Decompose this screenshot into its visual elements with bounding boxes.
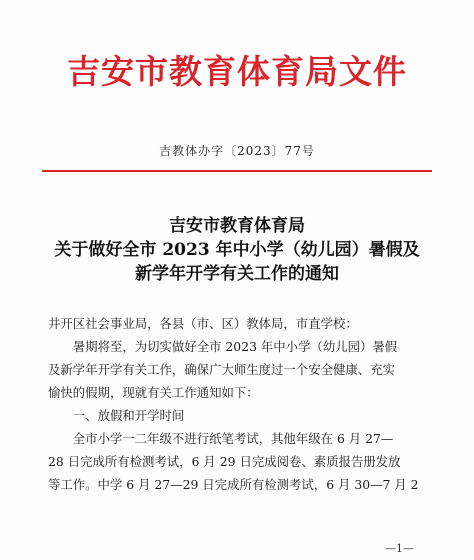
intro-line-1: 暑期将至，为切实做好全市 2023 年中小学（幼儿园）暑假 [72,339,398,354]
title-line-2: 关于做好全市 2023 年中小学（幼儿园）暑假及 [54,240,420,260]
paragraph-1-line-1: 全市小学一二年级不进行纸笔考试，其他年级在 6 月 27— [72,431,394,446]
title-line-1: 吉安市教育体育局 [169,216,305,236]
paragraph-1-line-3: 等工作。中学 6 月 27—29 日完成所有检测考试，6 月 30—7 月 2 [48,477,419,492]
page-number: —1— [385,542,414,555]
document-masthead: 吉安市教育体育局文件 [67,52,407,91]
intro-line-2: 及新学年开学有关工作，确保广大师生度过一个安全健康、充实 [48,362,395,377]
document-number: 吉教体办字〔2023〕77号 [159,144,315,158]
intro-line-3: 愉快的假期，现就有关工作通知如下： [48,385,259,400]
section-1-heading: 一、放假和开学时间 [72,408,185,423]
notice-title [30,214,444,286]
notice-body [48,312,436,496]
paragraph-1-line-2: 28 日完成所有检测考试，6 月 29 日完成阅卷、素质报告册发放 [48,454,401,469]
red-separator-line [42,170,432,172]
title-line-3: 新学年开学有关工作的通知 [135,264,339,284]
addressee-line: 井开区社会事业局，各县（市、区）教体局，市直学校： [48,316,358,331]
